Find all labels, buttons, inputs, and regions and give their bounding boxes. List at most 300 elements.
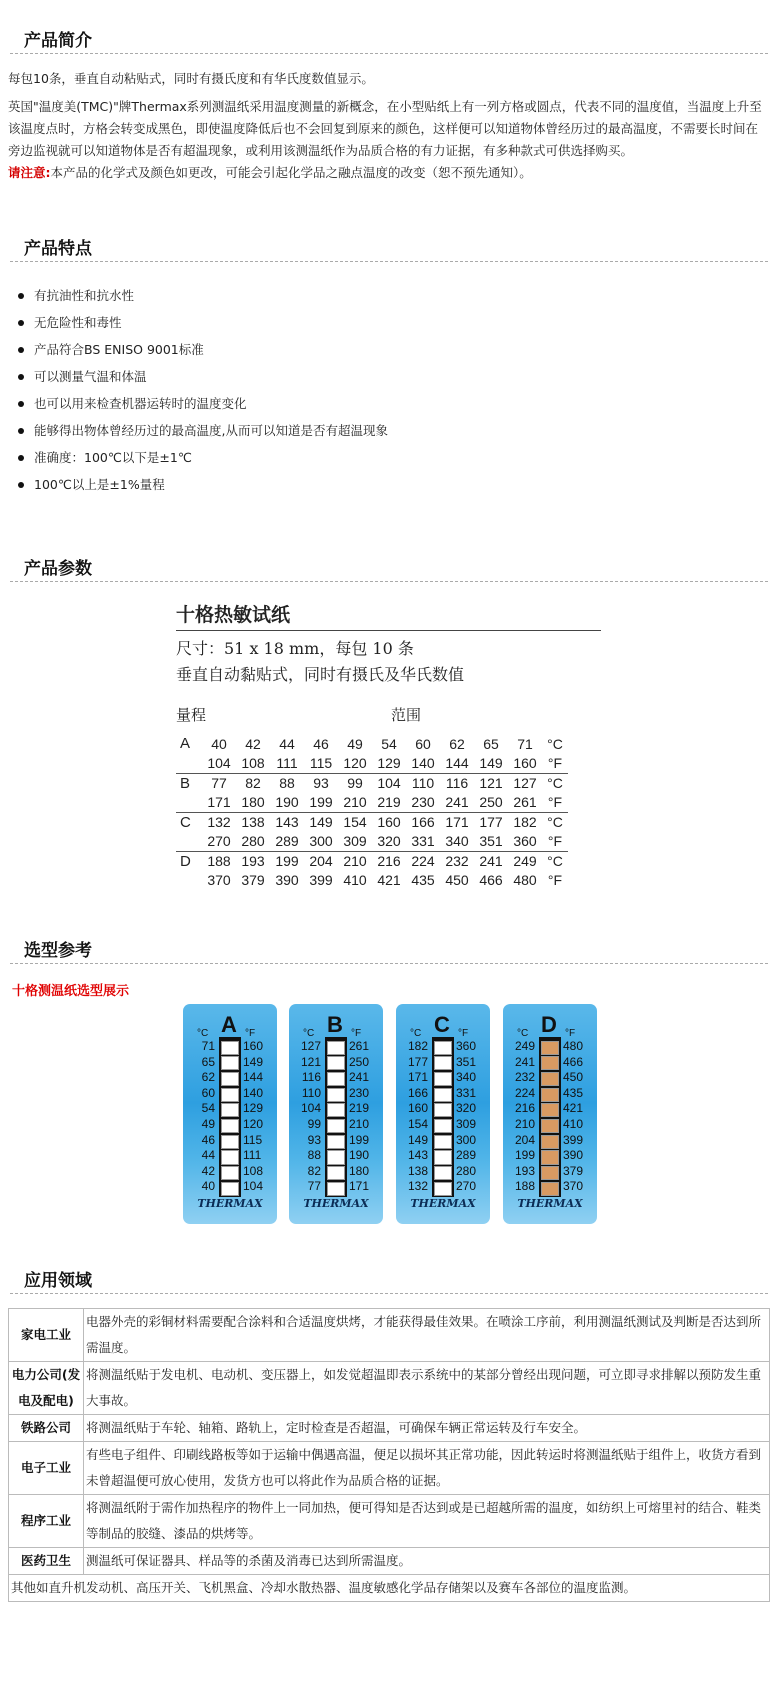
celsius-value: 224: [514, 1085, 535, 1100]
indicator-cell: [541, 1103, 559, 1117]
range-row-c: [176, 734, 568, 754]
range-row-c: [176, 812, 568, 832]
indicator-cell: [327, 1119, 345, 1133]
range-cell: 171: [440, 812, 474, 832]
fahrenheit-value: 421: [563, 1101, 584, 1116]
brand-logo: THERMAX: [303, 1197, 369, 1210]
unit-label: °C: [547, 735, 563, 752]
fahrenheit-value: 351: [456, 1054, 477, 1069]
range-cell: 480: [513, 872, 537, 889]
section-title: 应用领域: [24, 1271, 92, 1291]
celsius-value: 138: [407, 1163, 428, 1178]
indicator-cell: [327, 1041, 345, 1055]
range-row-f: [176, 754, 568, 774]
indicator-cell: [434, 1135, 452, 1149]
celsius-column: [187, 1039, 215, 1195]
indicator-cell: [327, 1088, 345, 1102]
range-cell: 160: [513, 755, 537, 771]
range-cell: 379: [241, 872, 265, 889]
bullet-icon: [18, 320, 24, 326]
fahrenheit-value: 160: [243, 1039, 264, 1053]
range-cell: 199: [270, 851, 304, 871]
thermax-strip-a: [183, 1004, 277, 1224]
fahrenheit-value: 250: [349, 1054, 370, 1069]
range-table: [176, 734, 568, 890]
range-cell: 111: [276, 755, 298, 771]
indicator-cell: [541, 1150, 559, 1164]
strip-letter: A: [221, 1012, 237, 1037]
industry-description: 将测温纸附于需作加热程序的物件上一同加热，便可得知是否达到或是已超越所需的温度，如纺织上可熔里衬的结合、鞋类等制品的胶缝、漆品的烘烤等。: [84, 1495, 770, 1548]
indicator-cell: [327, 1056, 345, 1070]
range-cell: 340: [445, 833, 469, 849]
range-cell: 450: [445, 872, 469, 889]
section-title: 产品参数: [24, 559, 92, 579]
indicator-cell: [221, 1072, 239, 1086]
celsius-value: 65: [201, 1054, 215, 1069]
thermax-strip-c: [396, 1004, 490, 1224]
range-cell: 320: [377, 833, 401, 849]
celsius-value: 93: [307, 1132, 321, 1147]
range-cell: 46: [313, 735, 329, 752]
range-cell: 204: [304, 851, 338, 871]
range-row-f: [176, 832, 568, 852]
range-cell: 410: [343, 872, 367, 889]
fahrenheit-value: 219: [349, 1101, 370, 1116]
range-cell: 104: [372, 773, 406, 793]
range-cell: 180: [241, 794, 265, 810]
range-cell: 120: [343, 755, 367, 771]
range-letter: A: [180, 735, 191, 753]
unit-label: °F: [351, 1028, 362, 1039]
bullet-icon: [18, 482, 24, 488]
range-cell: 140: [411, 755, 435, 771]
range-cell: 116: [440, 773, 474, 793]
range-cell: 88: [270, 773, 304, 793]
unit-label: °F: [547, 794, 563, 810]
range-cell: 421: [377, 872, 401, 889]
indicator-cell: [327, 1150, 345, 1164]
range-cell: 54: [381, 735, 397, 752]
indicator-cell: [221, 1103, 239, 1117]
celsius-column: [400, 1039, 428, 1195]
indicator-cell: [541, 1056, 559, 1070]
celsius-value: 77: [307, 1179, 321, 1194]
fahrenheit-value: 210: [349, 1116, 370, 1131]
range-cell: 466: [479, 872, 503, 889]
bullet-icon: [18, 347, 24, 353]
indicator-cells: [325, 1037, 347, 1197]
range-cell: 160: [372, 812, 406, 832]
fahrenheit-value: 261: [349, 1039, 370, 1053]
fahrenheit-column: [563, 1039, 593, 1195]
fahrenheit-value: 300: [456, 1132, 477, 1147]
indicator-cell: [327, 1103, 345, 1117]
fahrenheit-value: 190: [349, 1148, 370, 1163]
celsius-value: 171: [407, 1070, 428, 1085]
range-cell: 182: [508, 812, 542, 832]
range-cell: 390: [275, 872, 299, 889]
indicator-cell: [221, 1119, 239, 1133]
celsius-value: 88: [307, 1148, 321, 1163]
strip-letter: B: [327, 1012, 343, 1037]
range-cell: 129: [377, 755, 401, 771]
fahrenheit-value: 379: [563, 1163, 584, 1178]
unit-label: °C: [410, 1028, 422, 1039]
celsius-column: [293, 1039, 321, 1195]
fahrenheit-value: 171: [349, 1179, 370, 1194]
table-row: [9, 1415, 770, 1442]
fahrenheit-value: 370: [563, 1179, 584, 1194]
fahrenheit-value: 480: [563, 1039, 584, 1053]
range-cell: 224: [406, 851, 440, 871]
application-footer: 其他如直升机发动机、高压开关、飞机黑盒、冷却水散热器、温度敏感化学品存储架以及赛车各部位的温度监测。: [9, 1575, 770, 1602]
bullet-icon: [18, 293, 24, 299]
celsius-value: 166: [407, 1085, 428, 1100]
param-desc: 垂直自动黏贴式，同时有摄氏及华氏数值: [176, 665, 465, 684]
celsius-value: 116: [301, 1070, 321, 1085]
range-cell: 60: [415, 735, 431, 752]
indicator-cells: [219, 1037, 241, 1197]
fahrenheit-value: 320: [456, 1101, 477, 1116]
fahrenheit-value: 115: [243, 1132, 263, 1147]
celsius-value: 160: [407, 1101, 428, 1116]
celsius-value: 121: [300, 1054, 321, 1069]
unit-label: °C: [303, 1028, 315, 1039]
list-item: 有抗油性和抗水性: [18, 282, 388, 309]
range-cell: 241: [474, 851, 508, 871]
section-title: 产品简介: [24, 31, 92, 51]
celsius-value: 216: [514, 1101, 535, 1116]
range-cell: 115: [309, 755, 333, 771]
range-cell: 300: [309, 833, 333, 849]
unit-label: °F: [547, 872, 563, 889]
fahrenheit-value: 280: [456, 1163, 477, 1178]
unit-label: °C: [542, 773, 568, 793]
table-row: [9, 1495, 770, 1548]
range-letter: [176, 754, 202, 774]
celsius-value: 204: [514, 1132, 535, 1147]
fahrenheit-value: 466: [563, 1054, 584, 1069]
param-spec-image: [176, 600, 606, 889]
selection-caption: 十格测温纸选型展示: [12, 984, 130, 999]
fahrenheit-value: 390: [563, 1148, 584, 1163]
celsius-value: 42: [201, 1163, 215, 1178]
bullet-icon: [18, 374, 24, 380]
unit-label: °F: [547, 833, 563, 849]
fahrenheit-value: 230: [349, 1085, 370, 1100]
unit-label: °C: [542, 851, 568, 871]
indicator-cell: [221, 1150, 239, 1164]
celsius-value: 193: [514, 1163, 535, 1178]
strip-letter: C: [434, 1012, 450, 1037]
indicator-cell: [327, 1135, 345, 1149]
section-title: 产品特点: [24, 239, 92, 259]
industry-name: 程序工业: [9, 1495, 84, 1548]
indicator-cell: [541, 1166, 559, 1180]
range-letter: C: [176, 812, 202, 832]
celsius-value: 188: [514, 1179, 535, 1194]
celsius-value: 143: [407, 1148, 428, 1163]
range-row-c: [176, 773, 568, 793]
indicator-cell: [221, 1182, 239, 1196]
fahrenheit-value: 309: [456, 1116, 477, 1131]
range-cell: 219: [377, 794, 401, 810]
range-cell: 435: [411, 872, 435, 889]
range-cell: 199: [309, 794, 333, 810]
bullet-icon: [18, 401, 24, 407]
range-cell: 71: [517, 735, 533, 752]
celsius-value: 132: [407, 1179, 428, 1194]
indicator-cell: [327, 1072, 345, 1086]
scope-col-label: 范围: [391, 706, 422, 724]
range-cell: 166: [406, 812, 440, 832]
fahrenheit-column: [243, 1039, 273, 1195]
unit-label: °F: [245, 1028, 256, 1039]
fahrenheit-value: 120: [243, 1116, 264, 1131]
range-cell: 62: [449, 735, 465, 752]
bullet-icon: [18, 428, 24, 434]
indicator-cell: [434, 1041, 452, 1055]
celsius-value: 110: [301, 1085, 321, 1100]
indicator-cells: [432, 1037, 454, 1197]
industry-name: 电子工业: [9, 1442, 84, 1495]
range-col-label: 量程: [176, 706, 207, 724]
fahrenheit-value: 140: [243, 1085, 264, 1100]
range-cell: 82: [236, 773, 270, 793]
list-item: 准确度：100℃以下是±1℃: [18, 444, 388, 471]
range-cell: 351: [479, 833, 503, 849]
range-cell: 193: [236, 851, 270, 871]
industry-description: 测温纸可保证器具、样品等的杀菌及消毒已达到所需温度。: [84, 1548, 770, 1575]
celsius-value: 104: [300, 1101, 321, 1116]
fahrenheit-value: 410: [563, 1116, 584, 1131]
list-item: 100℃以上是±1%量程: [18, 471, 388, 498]
range-cell: 210: [338, 851, 372, 871]
celsius-column: [507, 1039, 535, 1195]
fahrenheit-value: 104: [243, 1179, 264, 1194]
feature-list: [18, 282, 388, 498]
indicator-cell: [221, 1056, 239, 1070]
industry-name: 电力公司(发电及配电): [9, 1362, 84, 1415]
range-letter: [176, 793, 202, 813]
section-title: 选型参考: [24, 941, 92, 961]
industry-name: 铁路公司: [9, 1415, 84, 1442]
table-row: [9, 1442, 770, 1495]
fahrenheit-column: [349, 1039, 379, 1195]
indicator-cell: [434, 1072, 452, 1086]
range-cell: 360: [513, 833, 537, 849]
celsius-value: 241: [514, 1054, 535, 1069]
brand-logo: THERMAX: [410, 1197, 476, 1210]
range-cell: 77: [202, 773, 236, 793]
range-cell: 249: [508, 851, 542, 871]
indicator-cell: [434, 1150, 452, 1164]
range-row-f: [176, 793, 568, 813]
celsius-value: 232: [514, 1070, 535, 1085]
table-row: [9, 1309, 770, 1362]
range-cell: 127: [508, 773, 542, 793]
celsius-value: 199: [514, 1148, 535, 1163]
indicator-cell: [541, 1119, 559, 1133]
range-cell: 309: [343, 833, 367, 849]
range-cell: 270: [207, 833, 231, 849]
celsius-value: 210: [514, 1116, 535, 1131]
section-header-intro: [10, 18, 768, 54]
range-cell: 99: [338, 773, 372, 793]
industry-description: 有些电子组件、印刷线路板等如于运输中偶遇高温，便足以损坏其正常功能，因此转运时将测温纸贴于组件上，收货方看到未曾超温便可放心使用，发货方也可以将此作为品质合格的证据。: [84, 1442, 770, 1495]
list-item: 产品符合BS ENISO 9001标准: [18, 336, 388, 363]
range-cell: 188: [202, 851, 236, 871]
celsius-value: 49: [201, 1116, 215, 1131]
unit-label: °C: [517, 1028, 529, 1039]
celsius-value: 149: [407, 1132, 428, 1147]
indicator-cell: [434, 1056, 452, 1070]
notice-text: 本产品的化学式及颜色如更改，可能会引起化学品之融点温度的改变（恕不预先通知）。: [50, 165, 532, 180]
celsius-value: 60: [201, 1085, 215, 1100]
celsius-value: 99: [307, 1116, 321, 1131]
fahrenheit-value: 199: [349, 1132, 370, 1147]
fahrenheit-value: 360: [456, 1039, 477, 1053]
celsius-value: 71: [201, 1039, 215, 1053]
range-cell: 132: [202, 812, 236, 832]
section-header-selection: [10, 928, 768, 964]
intro-line-1: 每包10条，垂直自动粘贴式，同时有摄氏度和有华氏度数值显示。: [8, 71, 374, 86]
range-cell: 110: [406, 773, 440, 793]
brand-logo: THERMAX: [517, 1197, 583, 1210]
range-cell: 190: [275, 794, 299, 810]
range-cell: 177: [474, 812, 508, 832]
industry-name: 家电工业: [9, 1309, 84, 1362]
celsius-value: 182: [407, 1039, 428, 1053]
fahrenheit-value: 399: [563, 1132, 584, 1147]
unit-label: °C: [542, 812, 568, 832]
thermax-strip-b: [289, 1004, 383, 1224]
application-table: [8, 1308, 770, 1602]
fahrenheit-value: 129: [243, 1101, 264, 1116]
celsius-value: 127: [300, 1039, 321, 1053]
table-row: [9, 1362, 770, 1415]
range-cell: 154: [338, 812, 372, 832]
indicator-cells: [539, 1037, 561, 1197]
range-letter: D: [176, 851, 202, 871]
fahrenheit-value: 435: [563, 1085, 584, 1100]
indicator-cell: [221, 1041, 239, 1055]
indicator-cell: [434, 1166, 452, 1180]
range-cell: 65: [483, 735, 499, 752]
unit-label: °F: [547, 755, 563, 771]
fahrenheit-value: 289: [456, 1148, 477, 1163]
section-header-params: [10, 546, 768, 582]
celsius-value: 40: [201, 1179, 215, 1194]
range-cell: 42: [245, 735, 261, 752]
fahrenheit-value: 331: [456, 1085, 477, 1100]
intro-notice: [8, 162, 768, 184]
range-cell: 93: [304, 773, 338, 793]
range-cell: 171: [207, 794, 231, 810]
range-cell: 370: [207, 872, 231, 889]
range-cell: 216: [372, 851, 406, 871]
industry-name: 医药卫生: [9, 1548, 84, 1575]
intro-line-2: 英国"温度美(TMC)"牌Thermax系列测温纸采用温度测量的新概念，在小型贴纸上有一列方格或圆点，代表不同的温度值，当温度上升至该温度点时，方格会转变成黑色，即使温度降低后也不会回复到原来的颜色，这样便可以知道物体曾经历过的最高温度，不需要长时间在旁边监视就可以知道物体是否有超温现象，或利用该测温纸作为品质合格的有力证据，有多种款式可供选择购买。: [8, 99, 762, 158]
indicator-cell: [434, 1119, 452, 1133]
celsius-value: 82: [307, 1163, 321, 1178]
range-letter: [176, 832, 202, 852]
fahrenheit-value: 180: [349, 1163, 370, 1178]
range-cell: 261: [513, 794, 537, 810]
notice-label: 请注意:: [8, 165, 51, 180]
indicator-cell: [434, 1182, 452, 1196]
celsius-value: 154: [407, 1116, 428, 1131]
fahrenheit-value: 108: [243, 1163, 264, 1178]
industry-description: 电器外壳的彩铜材料需要配合涂料和合适温度烘烤，才能获得最佳效果。在喷涂工序前，利用测温纸测试及判断是否达到所需温度。: [84, 1309, 770, 1362]
range-cell: 143: [270, 812, 304, 832]
celsius-value: 44: [201, 1148, 215, 1163]
fahrenheit-value: 340: [456, 1070, 477, 1085]
fahrenheit-value: 450: [563, 1070, 584, 1085]
unit-label: °F: [458, 1028, 469, 1039]
range-cell: 40: [211, 735, 227, 752]
indicator-cell: [541, 1072, 559, 1086]
range-cell: 250: [479, 794, 503, 810]
range-cell: 232: [440, 851, 474, 871]
indicator-cell: [327, 1166, 345, 1180]
strip-letter: D: [541, 1012, 557, 1037]
list-item: 能够得出物体曾经历过的最高温度,从而可以知道是否有超温现象: [18, 417, 388, 444]
fahrenheit-value: 149: [243, 1054, 264, 1069]
param-size: 尺寸：51 x 18 mm，每包 10 条: [176, 639, 414, 658]
celsius-value: 249: [514, 1039, 535, 1053]
range-cell: 399: [309, 872, 333, 889]
range-cell: 121: [474, 773, 508, 793]
range-cell: 230: [411, 794, 435, 810]
range-cell: 241: [445, 794, 469, 810]
range-cell: 331: [411, 833, 435, 849]
range-row-c: [176, 851, 568, 871]
divider: [176, 630, 601, 631]
param-title: 十格热敏试纸: [176, 604, 291, 626]
unit-label: °F: [565, 1028, 576, 1039]
industry-description: 将测温纸贴于车轮、轴箱、路轨上，定时检查是否超温，可确保车辆正常运转及行车安全。: [84, 1415, 770, 1442]
fahrenheit-value: 144: [243, 1070, 264, 1085]
range-cell: 108: [241, 755, 265, 771]
table-row: [9, 1575, 770, 1602]
range-cell: 149: [479, 755, 503, 771]
range-letter: B: [176, 773, 202, 793]
fahrenheit-value: 241: [349, 1070, 370, 1085]
range-letter: [176, 871, 202, 891]
section-header-features: [10, 226, 768, 262]
range-cell: 210: [343, 794, 367, 810]
indicator-cell: [541, 1135, 559, 1149]
indicator-cell: [434, 1088, 452, 1102]
range-row-f: [176, 871, 568, 891]
range-cell: 44: [279, 735, 295, 752]
indicator-cell: [221, 1166, 239, 1180]
section-header-applications: [10, 1258, 768, 1294]
celsius-value: 62: [201, 1070, 215, 1085]
indicator-cell: [541, 1041, 559, 1055]
indicator-cell: [541, 1182, 559, 1196]
list-item: 无危险性和毒性: [18, 309, 388, 336]
fahrenheit-value: 111: [243, 1148, 262, 1163]
indicator-cell: [541, 1088, 559, 1102]
range-cell: 104: [207, 755, 231, 771]
indicator-cell: [221, 1088, 239, 1102]
industry-description: 将测温纸贴于发电机、电动机、变压器上，如发觉超温即表示系统中的某部分曾经出现问题，可立即寻求排解以预防发生重大事故。: [84, 1362, 770, 1415]
list-item: 也可以用来检查机器运转时的温度变化: [18, 390, 388, 417]
range-cell: 144: [445, 755, 469, 771]
thermax-strip-d: [503, 1004, 597, 1224]
